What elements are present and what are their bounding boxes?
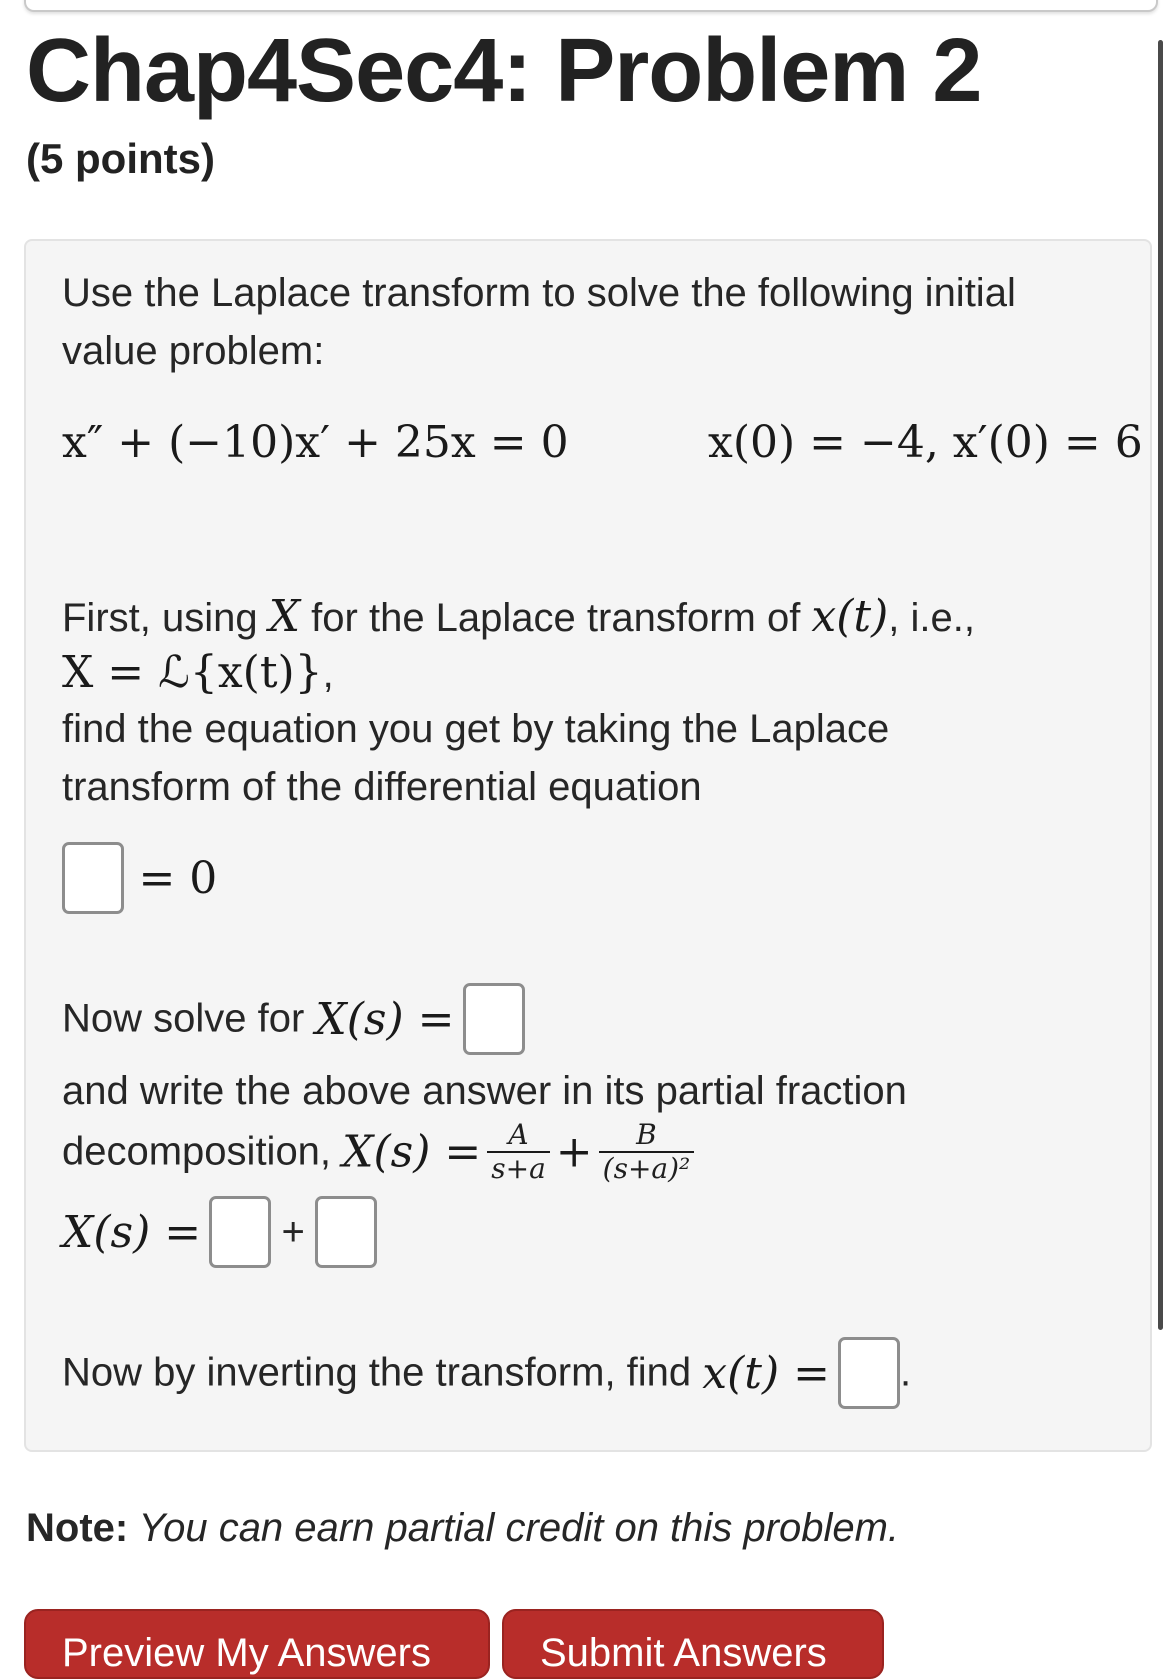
solve-math: X(s) = (315, 993, 455, 1045)
note-label: Note: (26, 1506, 129, 1550)
solve-row (62, 983, 525, 1055)
invert-row (62, 1337, 911, 1409)
decomp-math: X(s) = (342, 1126, 482, 1178)
xt-solution-input[interactable] (838, 1337, 900, 1409)
decomposition-row (62, 1119, 700, 1185)
laplace-def-line (62, 647, 334, 698)
transformed-equation-input[interactable] (62, 842, 124, 914)
solve-text: Now solve for (62, 996, 316, 1041)
first-X-math: X (268, 591, 301, 642)
problem-box (24, 239, 1152, 1452)
write-line: and write the above answer in its partial fraction (62, 1069, 907, 1113)
period: . (899, 1350, 912, 1395)
plus-math: + (555, 1126, 593, 1178)
laplace-def-suffix: , (322, 652, 334, 696)
first-xt-math: x(t) (811, 591, 889, 642)
preview-answers-button[interactable]: Preview My Answers (24, 1609, 490, 1679)
xs-solution-input[interactable] (463, 983, 525, 1055)
xs-label: X(s) = (62, 1206, 202, 1258)
fraction-b (599, 1119, 695, 1185)
scrollbar-thumb[interactable] (1158, 40, 1163, 1330)
invert-math: x(t) = (702, 1347, 830, 1399)
first-suffix: , i.e., (888, 596, 975, 640)
partial-fraction-b-input[interactable] (315, 1196, 377, 1268)
fraction-a-numerator: A (487, 1119, 550, 1153)
page-title: Chap4Sec4: Problem 2 (26, 21, 982, 121)
intro-line-2: value problem: (62, 329, 325, 373)
intro-line-1: Use the Laplace transform to solve the following initial (62, 271, 1016, 315)
first-prefix: First, using (62, 596, 269, 640)
invert-text: Now by inverting the transform, find (62, 1350, 703, 1395)
initial-conditions: x(0) = −4, x′(0) = 6 (708, 417, 1143, 468)
partial-fraction-a-input[interactable] (209, 1196, 271, 1268)
fraction-b-denominator: (s+a)² (602, 1152, 691, 1185)
decomp-text: decomposition, (62, 1129, 343, 1174)
differential-equation: x″ + (−10)x′ + 25x = 0 (62, 417, 569, 468)
first-mid: for the Laplace transform of (300, 596, 812, 640)
first-using-line (62, 591, 975, 642)
transformed-equation-row (62, 842, 217, 914)
submit-answers-button[interactable]: Submit Answers (502, 1609, 884, 1679)
fraction-a-denominator: s+a (491, 1152, 546, 1185)
find-line-2: transform of the differential equation (62, 765, 702, 809)
laplace-definition: X = ℒ{x(t)} (62, 647, 323, 698)
partial-credit-note (26, 1506, 899, 1551)
partial-fraction-row (62, 1196, 377, 1268)
fraction-b-numerator: B (599, 1119, 695, 1153)
find-line-1: find the equation you get by taking the Laplace (62, 707, 890, 751)
previous-card-edge (24, 0, 1158, 12)
fraction-a (487, 1119, 550, 1185)
note-text: You can earn partial credit on this problem. (128, 1506, 900, 1550)
plus-sign: + (281, 1209, 305, 1254)
equals-zero: = 0 (138, 852, 218, 904)
points-label: (5 points) (26, 135, 215, 182)
